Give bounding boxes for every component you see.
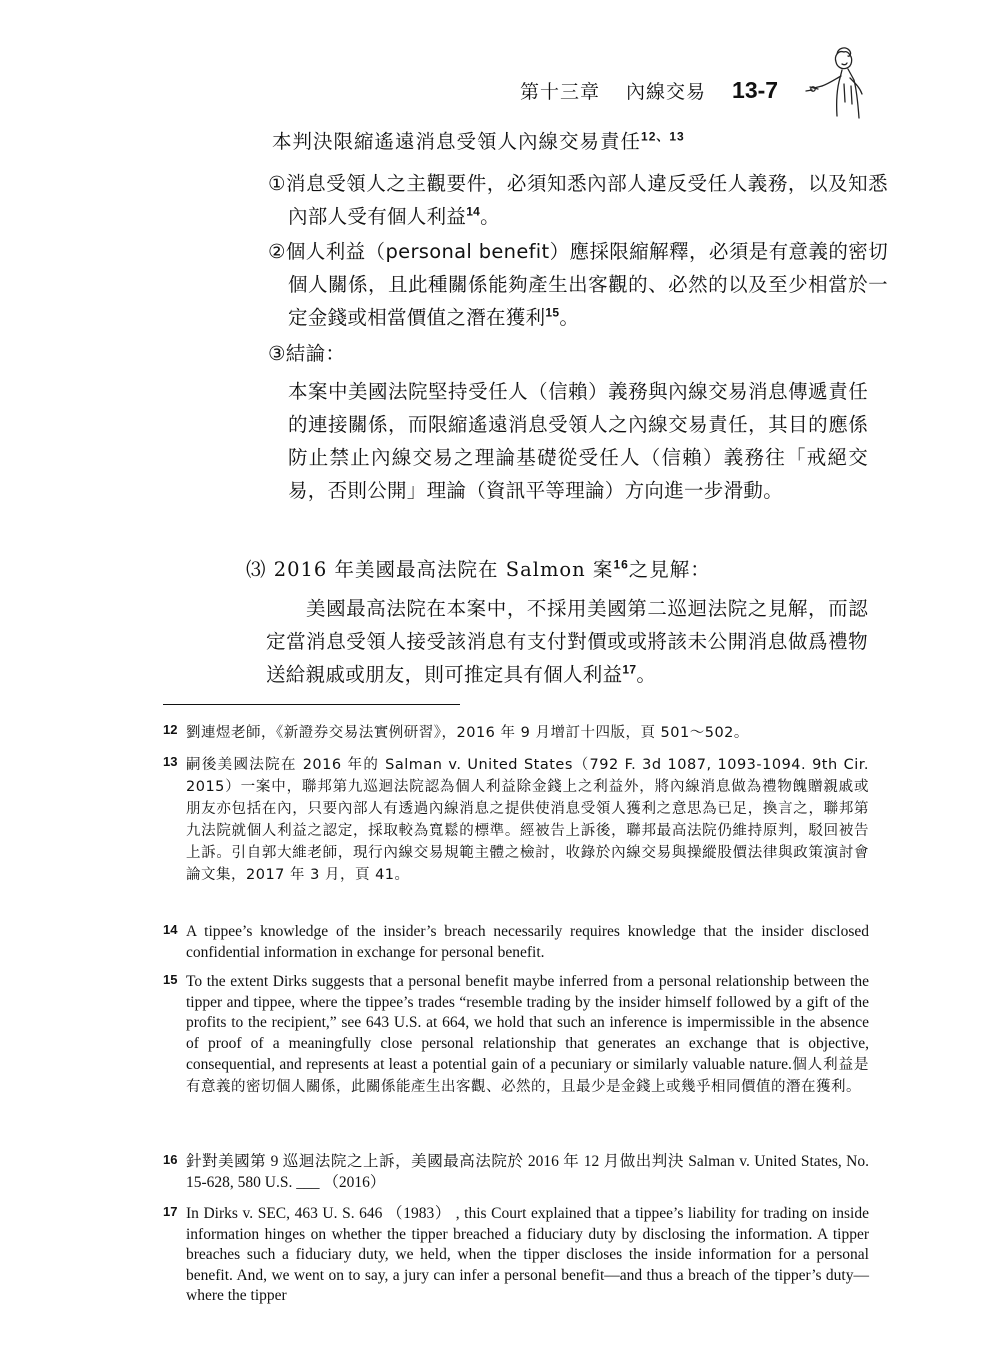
- section-heading: ⑶ 2016 年美國最高法院在 Salmon 案$^{16}$之見解：: [246, 557, 711, 581]
- footnote-text: In Dirks v. SEC, 463 U. S. 646 （1983） , this Court explained that a tippee’s liability for trading on inside information hinges on whether the tipper breached a fiduciary duty by disclosing the information. A tipper breaches such a fiduciary duty, we held, when the tipper discloses the inside information for a personal benefit. And, we went on to say, a jury can infer a personal benefit—and thus a breach of the tipper’s duty—where the tipper: [186, 1205, 869, 1305]
- footnote-text: To the extent Dirks suggests that a personal benefit maybe inferred from a personal relationship between the tipper and tippee, where the tippee’s trades “resemble trading by the insider himself followed by a gift of the profits to the recipient,” see 643 U.S. at 664, we hold that such an inference is impermissible in the absence of proof of a meaningfully close personal relationship that generates an exchange that is objective, consequential, and represents at least a potential gain of a pecuniary or similarly valuable nature.個人利益是有意義的密切個人關係，此關係能產生出客觀、必然的，且最少是金錢上或幾乎相同價值的潛在獲利。: [186, 973, 870, 1096]
- footnote-number: 14: [163, 922, 178, 937]
- page-number: 13-7: [732, 76, 779, 103]
- footnote-14: [163, 922, 869, 963]
- running-header: [520, 72, 778, 108]
- footnote-number: 13: [163, 754, 178, 769]
- list-item-1: ①消息受領人之主觀要件，必須知悉內部人違反受任人義務，以及知悉內部人受有個人利益$^{14}$。: [268, 172, 888, 228]
- chapter-label: 第十三章: [520, 80, 601, 103]
- footnote-number: 16: [163, 1152, 178, 1167]
- footnote-ref[interactable]: 15: [545, 305, 560, 320]
- footnote-number: 15: [163, 972, 178, 987]
- footnote-text: 劉連煜老師，《新證券交易法實例研習》，2016 年 9 月增訂十四版，頁 501～502。: [186, 725, 749, 741]
- footnote-number: 17: [163, 1204, 178, 1219]
- cartoon-person-icon: [804, 44, 876, 120]
- conclusion-paragraph: 本案中美國法院堅持受任人（信賴）義務與內線交易消息傳遞責任的連接關係，而限縮遙遠消息受領人之內線交易責任，其目的應係防止禁止內線交易之理論基礎從受任人（信賴）義務往「戒絕交易，否則公開」理論（資訊平等理論）方向進一步滑動。: [288, 380, 868, 502]
- footnote-number: 12: [163, 722, 178, 737]
- footnote-ref[interactable]: 14: [466, 204, 481, 219]
- section-paragraph: 美國最高法院在本案中，不採用美國第二巡迴法院之見解，而認定當消息受領人接受該消息有支付對價或或將該未公開消息做爲禮物送給親戚或朋友，則可推定具有個人利益$^{17}$。: [266, 597, 868, 686]
- footnote-divider: [163, 704, 460, 705]
- footnote-16: [163, 1152, 869, 1193]
- footnote-12: [163, 722, 869, 744]
- footnote-15: [163, 972, 869, 1098]
- list-item-2: ②個人利益（personal benefit）應採限縮解釋，必須是有意義的密切個人關係，且此種關係能夠產生出客觀的、必然的以及至少相當於一定金錢或相當價值之潛在獲利$^{15}$。: [268, 240, 888, 329]
- footnote-text: 嗣後美國法院在 2016 年的 Salman v. United States（792 F. 3d 1087, 1093-1094. 9th Cir. 2015）一案中，聯邦第九巡迴法院認為個人利益除金錢上之利益外，將內線消息做為禮物餽贈親戚或朋友亦包括在內，只要內部人有透過內線消息之提供使消息受領人獲利之意思為已足，換言之，聯邦第九法院就個人利益之認定，採取較為寬鬆的標準。經被告上訴後，聯邦最高法院仍維持原判，駁回被告上訴。引自郭大維老師，現行內線交易規範主體之檢討，收錄於內線交易與操縱股價法律與政策演討會論文集，2017 年 3 月，頁 41。: [186, 757, 869, 883]
- footnote-text: 針對美國第 9 巡迴法院之上訴，美國最高法院於 2016 年 12 月做出判決 Salman v. United States, No. 15-628, 580 U.S. ___ （2016）: [186, 1153, 869, 1191]
- chapter-title: 內線交易: [626, 80, 707, 103]
- footnote-ref[interactable]: 12、13: [641, 129, 685, 144]
- lead-paragraph: 本判決限縮遙遠消息受領人內線交易責任$^{12、13}$: [272, 129, 685, 153]
- footnote-17: [163, 1204, 869, 1307]
- footnote-ref[interactable]: 16: [613, 557, 629, 572]
- footnote-ref[interactable]: 17: [622, 662, 637, 677]
- footnote-13: [163, 754, 869, 886]
- footnote-text: A tippee’s knowledge of the insider’s breach necessarily requires knowledge that the insider disclosed confidential information in exchange for personal benefit.: [186, 923, 869, 961]
- list-item-3-label: ③結論：: [268, 342, 346, 365]
